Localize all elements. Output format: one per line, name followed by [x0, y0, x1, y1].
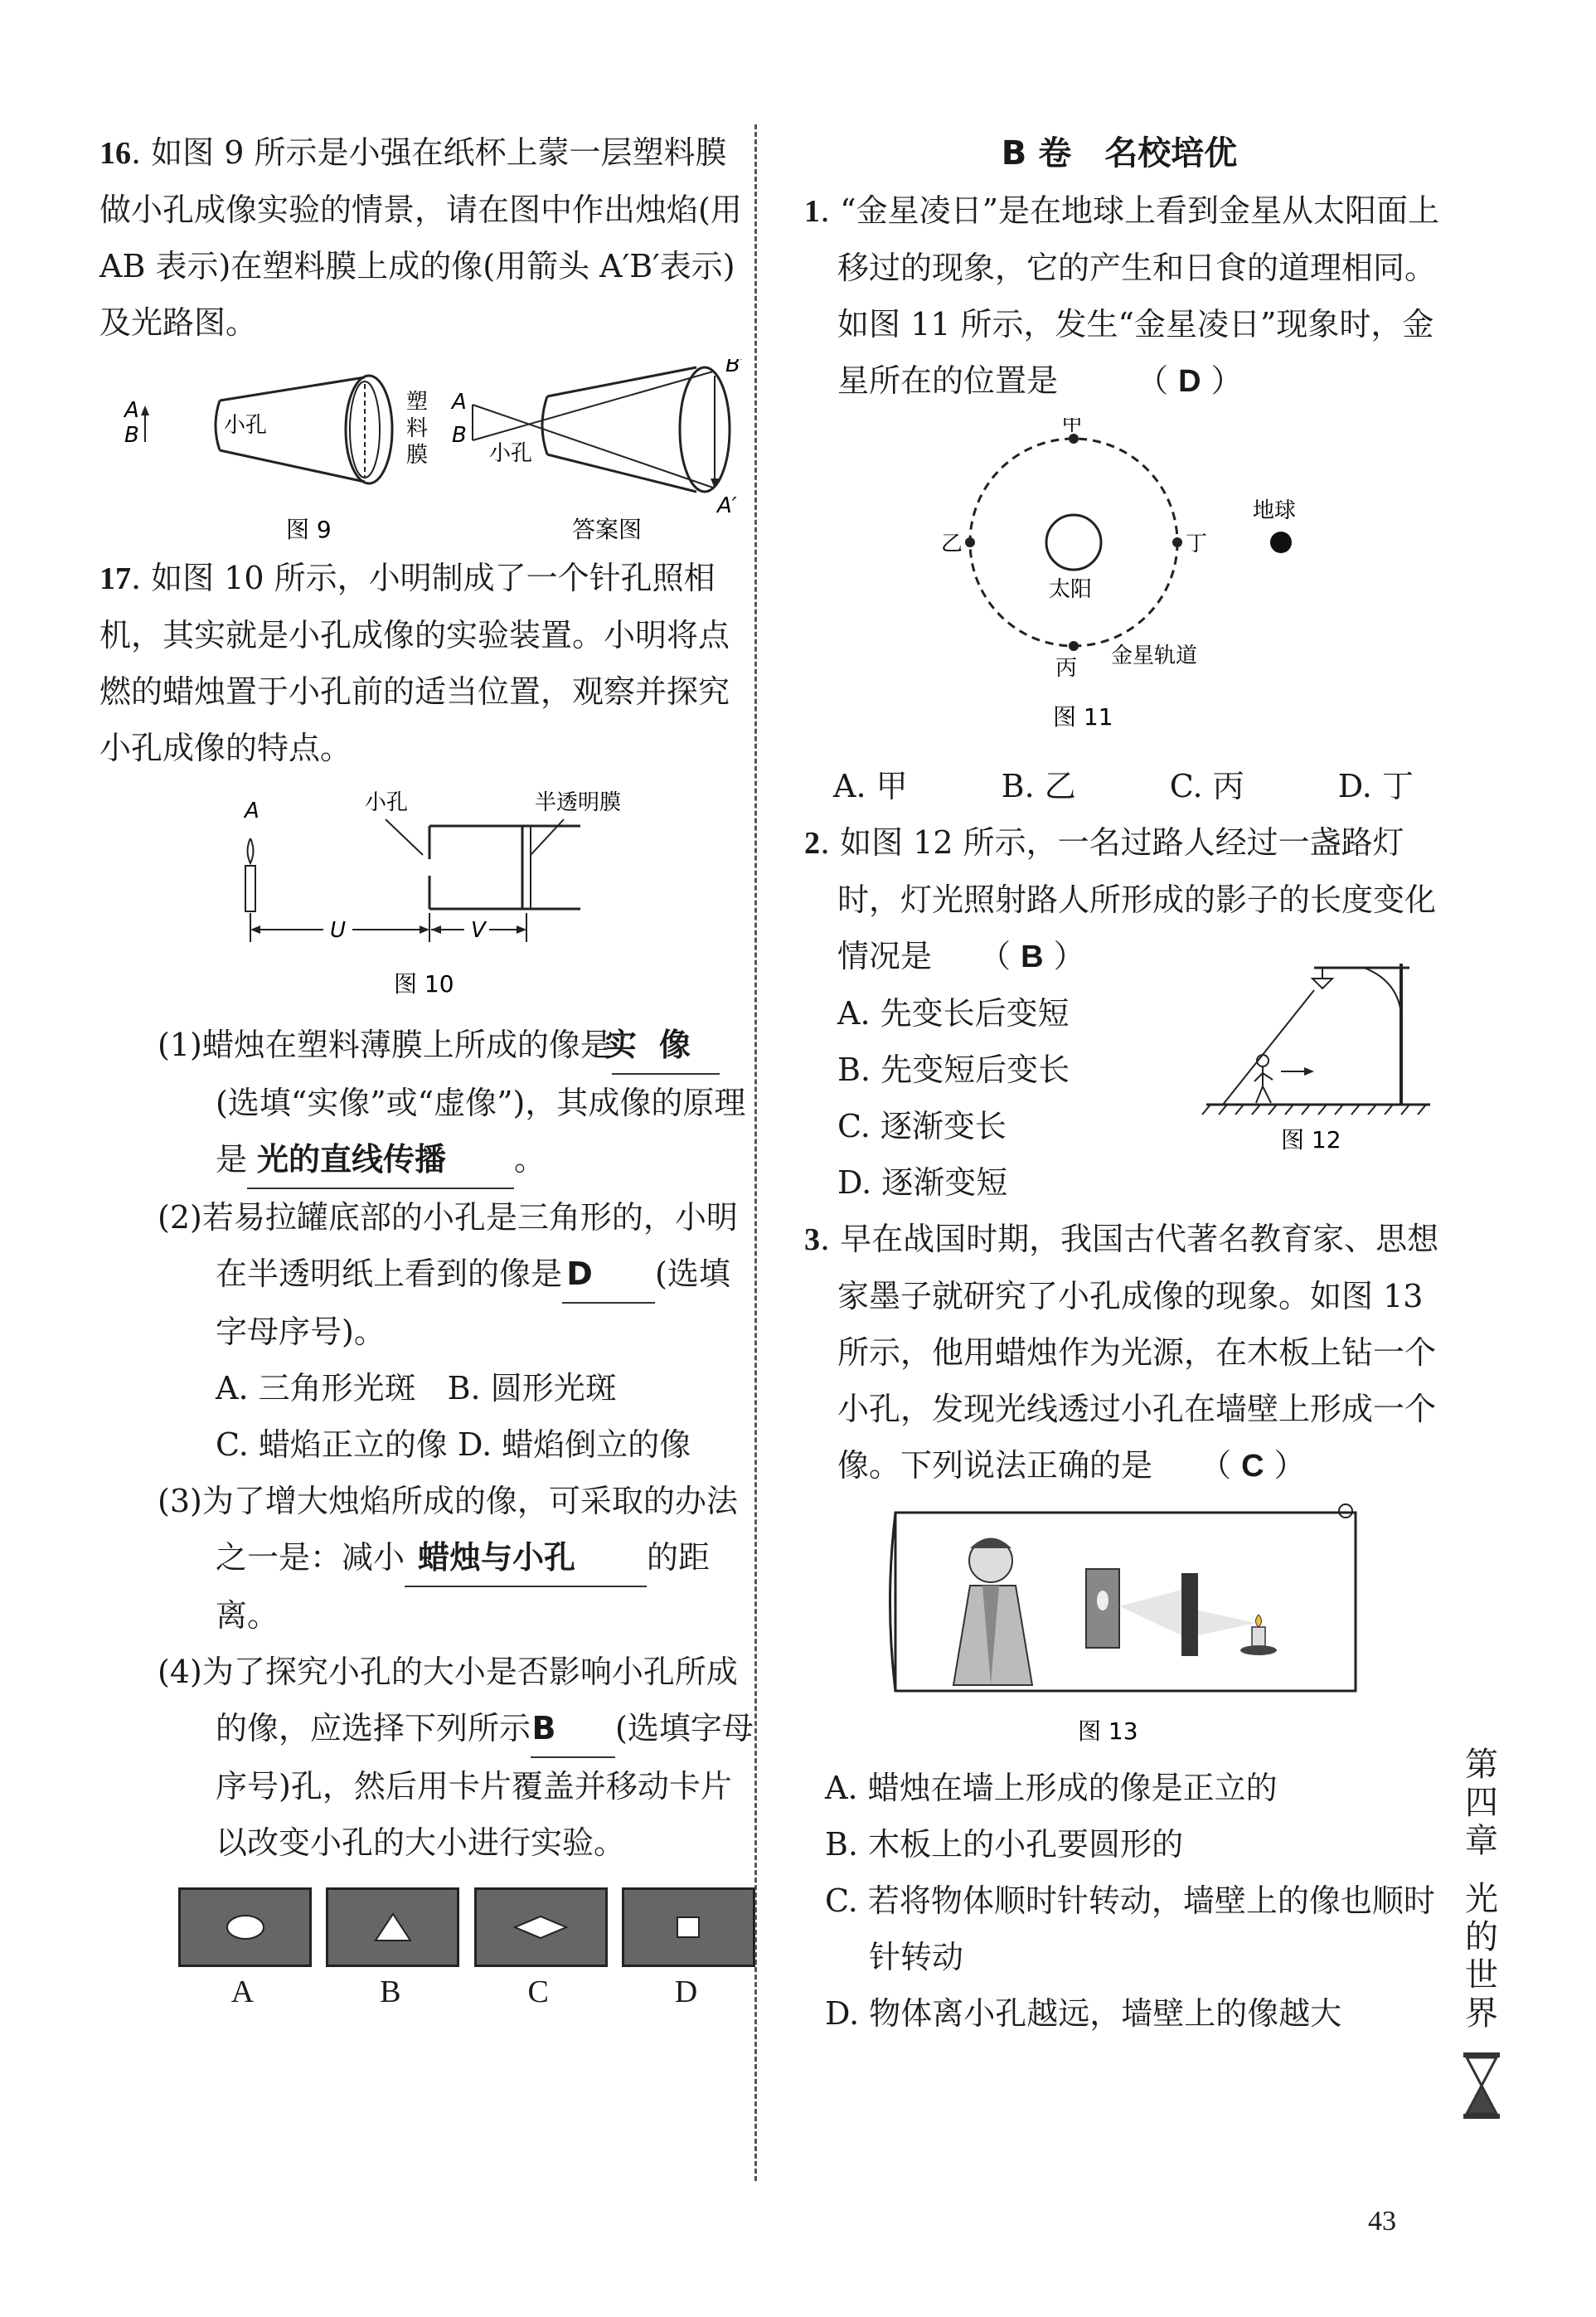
label-b-prime: B′	[725, 359, 745, 377]
part3-text-b: 的距离。	[216, 1539, 711, 1634]
figure-12	[1198, 955, 1438, 1154]
label-a2: A	[452, 390, 467, 415]
answer-blank-1c: 光的直线传播	[247, 1131, 514, 1189]
b2-option-d: D. 逐渐变短	[837, 1164, 1008, 1201]
hole-options	[178, 1887, 750, 2017]
question-b2: 2. 如图 12 所示，一名过路人经过一盏路灯时，灯光照射路人所形成的影子的长度变化情况是 （ B ） A. 先变长后变短 B. 先变短后变长 C. 逐渐变长 D. 逐渐变短 图 12	[792, 814, 1447, 1211]
label-earth: 地球	[1253, 498, 1297, 523]
side-tab-char: 第	[1465, 1746, 1498, 1784]
left-column	[99, 124, 754, 2017]
label-yi: 乙	[941, 532, 963, 556]
option-a: A. 甲	[833, 768, 908, 804]
b1-options	[792, 758, 1414, 814]
question-b3: 3. 早在战国时期，我国古代著名教育家、思想家墨子就研究了小孔成像的现象。如图 13 所示，他用蜡烛作为光源，在木板上钻一个小孔，发现光线透过小孔在墙壁上形成一个像。下列说法正确的是 （ C ）	[804, 1221, 1439, 1484]
question-text: . “金星凌日”是在地球上看到金星从太阳面上移过的现象，它的产生和日食的道理相同。如图 11 所示，发生“金星凌日”现象时，金星所在的位置是	[820, 192, 1440, 399]
figure-13	[792, 1503, 1447, 1751]
side-tab-char: 章	[1465, 1822, 1498, 1860]
part4-text-b: (选填字母序号)孔，然后用卡片覆盖并移动卡片以改变小孔的大小进行实验。	[216, 1710, 754, 1861]
label-a-prime: A′	[717, 493, 737, 518]
figure-10	[99, 784, 754, 1008]
b3-option-c: C. 若将物体顺时针转动，墙壁上的像也顺时针转动	[825, 1882, 1435, 1975]
label-film-2: 料	[406, 416, 429, 441]
cup-diagram	[123, 376, 428, 483]
part2-options-row1	[99, 1360, 754, 1416]
question-number: 2	[804, 826, 820, 861]
column-divider	[754, 124, 757, 2181]
figure-11	[792, 418, 1447, 750]
question-number: 1	[804, 194, 820, 229]
part2-text-a: (2)若易拉罐底部的小孔是三角形的，小明在半透明纸上看到的像是	[158, 1199, 738, 1292]
section-title: B 卷 名校培优	[1001, 134, 1238, 172]
side-tab-char: 光	[1465, 1880, 1498, 1918]
option-a: A. 三角形光斑	[216, 1370, 416, 1406]
question-text: . 早在战国时期，我国古代著名教育家、思想家墨子就研究了小孔成像的现象。如图 13 所示，他用蜡烛作为光源，在木板上钻一个小孔，发现光线透过小孔在墙壁上形成一个像。下列说法正确的是	[820, 1221, 1439, 1484]
option-d: D. 蜡焰倒立的像	[457, 1426, 691, 1463]
hole-option-c	[474, 1887, 603, 2017]
question-text: . 如图 12 所示，一名过路人经过一盏路灯时，灯光照射路人所形成的影子的长度变化情况是	[820, 824, 1437, 974]
label-hole: 小孔	[224, 413, 268, 438]
label-film-3: 膜	[406, 443, 429, 468]
b2-option-a: A. 先变长后变短	[837, 995, 1070, 1032]
answer-diagram	[450, 359, 745, 518]
label-film: 半透明膜	[535, 790, 622, 815]
answer-blank-1b: 像	[688, 1017, 720, 1075]
part2-text-b: (选填字母序号)。	[216, 1256, 730, 1350]
chapter-side-tab	[1453, 1746, 1511, 2132]
hole-option-b	[326, 1887, 454, 2017]
label-film-1: 塑	[406, 390, 429, 415]
camera-box	[429, 826, 580, 909]
question-text: . 如图 9 所示是小强在纸杯上蒙一层塑料膜做小孔成像实验的情景，请在图中作出烛焰(用 AB 表示)在塑料膜上成的像(用箭头 A′B′表示)及光路图。	[99, 134, 742, 341]
question-number: 16	[99, 136, 131, 171]
part1-text-b: (选填“实像”或“虚像”)，其成像的原理是	[216, 1085, 746, 1178]
question-17-part-4	[99, 1644, 754, 1871]
caption-figure-12: 图 12	[1281, 1126, 1341, 1154]
hole-label-b: B	[380, 1975, 401, 2009]
option-c: C. 蜡焰正立的像	[216, 1426, 448, 1463]
side-tab-char: 四	[1465, 1784, 1498, 1822]
b3-option-a: A. 蜡烛在墙上形成的像是正立的	[825, 1770, 1278, 1806]
hole-option-a	[178, 1887, 307, 2017]
label-v: V	[471, 918, 486, 943]
question-17-part-1	[99, 1017, 754, 1189]
option-b: B. 乙	[1001, 768, 1076, 804]
label-a: A	[124, 398, 139, 423]
page-number: 43	[1368, 2206, 1396, 2237]
side-tab-char: 的	[1465, 1918, 1498, 1956]
label-orbit: 金星轨道	[1111, 644, 1198, 668]
label-u: U	[330, 918, 347, 943]
label-sun: 太阳	[1049, 577, 1093, 602]
caption-figure-10: 图 10	[394, 970, 454, 998]
caption-figure-9: 图 9	[286, 516, 332, 542]
label-b2: B	[452, 423, 467, 448]
part4-text-a: (4)为了探究小孔的大小是否影响小孔所成的像，应选择下列所示	[158, 1654, 738, 1746]
part1-text-a: (1)蜡烛在塑料薄膜上所成的像是	[158, 1027, 612, 1063]
label-ding: 丁	[1186, 532, 1208, 556]
answer-b2: B	[1021, 940, 1044, 974]
candle	[245, 838, 255, 911]
part2-options-row2	[99, 1416, 754, 1473]
side-tab-char: 界	[1465, 1994, 1498, 2033]
option-d: D. 丁	[1337, 768, 1414, 804]
caption-figure-11: 图 11	[1053, 703, 1113, 731]
answer-blank-2: D	[562, 1246, 655, 1304]
answer-blank-3: 蜡烛与小孔	[405, 1529, 647, 1587]
figure-9	[99, 359, 754, 542]
hole-label-d: D	[674, 1975, 698, 2009]
b2-option-c: C. 逐渐变长	[837, 1108, 1007, 1144]
option-c: C. 丙	[1169, 768, 1244, 804]
label-a: A	[245, 799, 260, 823]
caption-figure-13: 图 13	[1078, 1717, 1138, 1745]
question-17-part-2	[99, 1189, 754, 1360]
question-text: . 如图 10 所示，小明制成了一个针孔照相机，其实就是小孔成像的实验装置。小明将点燃的蜡烛置于小孔前的适当位置，观察并探究小孔成像的特点。	[99, 560, 730, 766]
hourglass-icon	[1457, 2049, 1506, 2124]
answer-b3: C	[1241, 1449, 1264, 1484]
b2-option-b: B. 先变短后变长	[837, 1052, 1070, 1088]
label-jia: 甲	[1061, 418, 1084, 436]
b3-option-d: D. 物体离小孔越远，墙壁上的像越大	[825, 1995, 1342, 2032]
label-hole: 小孔	[365, 790, 409, 815]
option-b: B. 圆形光斑	[447, 1370, 617, 1406]
answer-blank-1a: 实	[612, 1017, 688, 1075]
label-bing: 丙	[1055, 656, 1078, 681]
question-17-part-3	[99, 1473, 754, 1644]
right-column	[792, 124, 1447, 2042]
label-b: B	[124, 423, 139, 448]
question-16	[99, 124, 754, 351]
question-number: 3	[804, 1222, 820, 1257]
b3-option-b: B. 木板上的小孔要圆形的	[825, 1826, 1184, 1863]
part1-text-c: 。	[514, 1141, 546, 1178]
question-b1: 1. “金星凌日”是在地球上看到金星从太阳面上移过的现象，它的产生和日食的道理相同。如图 11 所示，发生“金星凌日”现象时，金星所在的位置是 （ D ）	[804, 192, 1440, 399]
hole-label-c: C	[527, 1975, 549, 2009]
side-tab-char: 世	[1465, 1956, 1498, 1994]
label-hole2: 小孔	[489, 441, 533, 466]
question-number: 17	[99, 561, 131, 596]
hole-option-d	[622, 1887, 750, 2017]
answer-b1: D	[1178, 364, 1201, 399]
caption-answer: 答案图	[572, 516, 643, 542]
question-17	[99, 550, 754, 776]
part3-text-a: (3)为了增大烛焰所成的像，可采取的办法之一是：减小	[158, 1483, 738, 1576]
answer-blank-4: B	[531, 1700, 615, 1758]
hole-label-a: A	[230, 1975, 255, 2009]
